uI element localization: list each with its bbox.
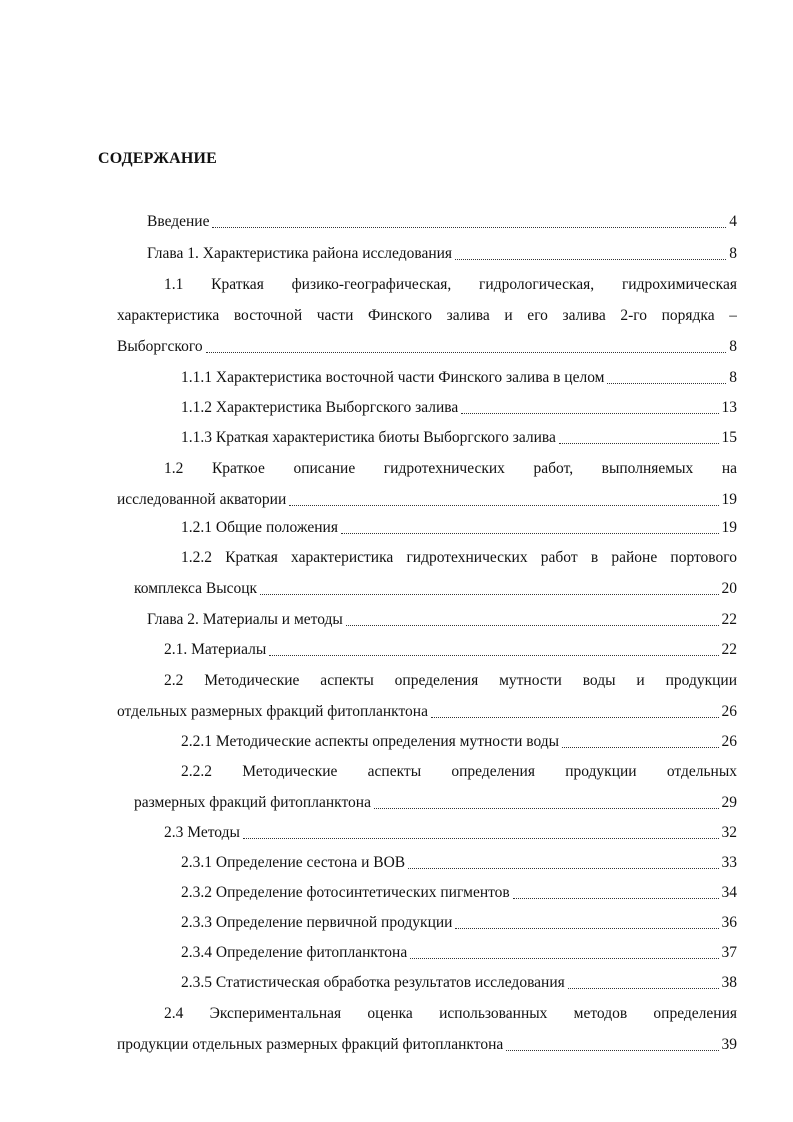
toc-page-number: 38 <box>721 974 737 991</box>
dot-leader <box>289 504 718 506</box>
toc-entry-text: 1.1.1 Характеристика восточной части Финского залива в целом <box>181 369 605 386</box>
dot-leader <box>461 412 718 414</box>
toc-entry-2-2-1[interactable] <box>181 732 737 752</box>
dot-leader <box>243 837 719 839</box>
toc-entry-text: 2.3.1 Определение сестона и ВОВ <box>181 854 406 871</box>
toc-entry-1-2-2-line-1[interactable]: 1.2.2 Краткая характеристика гидротехнических работ в районе портового <box>181 549 737 566</box>
dot-leader <box>206 351 727 353</box>
toc-entry-text: 2.3.2 Определение фотосинтетических пигментов <box>181 884 510 901</box>
toc-entry-1-1-line-1[interactable]: 1.1 Краткая физико-географическая, гидрологическая, гидрохимическая <box>164 276 737 293</box>
toc-page-number: 36 <box>721 914 737 931</box>
toc-page-number: 8 <box>729 245 737 262</box>
toc-entry-chapter-2[interactable] <box>147 610 737 630</box>
toc-entry-text: Глава 1. Характеристика района исследования <box>147 245 453 262</box>
dot-leader <box>346 624 719 626</box>
dot-leader <box>513 897 719 899</box>
toc-page-number: 8 <box>729 338 737 355</box>
dot-leader <box>607 382 726 384</box>
toc-entry-text: Глава 2. Материалы и методы <box>147 611 343 628</box>
toc-page-number: 37 <box>721 944 737 961</box>
toc-entry-text: 2.1. Материалы <box>164 641 267 658</box>
toc-entry-text: продукции отдельных размерных фракций фитопланктона <box>117 1036 504 1053</box>
toc-entry-2-1[interactable] <box>164 640 737 660</box>
toc-entry-text: 2.3.5 Статистическая обработка результатов исследования <box>181 974 565 991</box>
toc-entry-1-2-line-1[interactable]: 1.2 Краткое описание гидротехнических работ, выполняемых на <box>164 460 737 477</box>
toc-page-number: 22 <box>721 611 737 628</box>
toc-entry-2-2-line-1[interactable]: 2.2 Методические аспекты определения мутности воды и продукции <box>164 672 737 689</box>
toc-entry-text: размерных фракций фитопланктона <box>134 794 371 811</box>
toc-entry-1-1[interactable] <box>117 337 737 357</box>
toc-entry-1-2[interactable] <box>117 490 737 510</box>
dot-leader <box>559 442 719 444</box>
toc-page-number: 34 <box>721 884 737 901</box>
dot-leader <box>212 226 726 228</box>
toc-entry-2-3-1[interactable] <box>181 853 737 873</box>
toc-entry-text: 2.3 Методы <box>164 824 240 841</box>
toc-entry-text: 1.1.3 Краткая характеристика биоты Выборгского залива <box>181 429 556 446</box>
toc-entry-2-4[interactable] <box>117 1035 737 1055</box>
dot-leader <box>431 716 719 718</box>
page-title: СОДЕРЖАНИЕ <box>98 150 218 167</box>
toc-page-number: 32 <box>721 824 737 841</box>
toc-page-number: 39 <box>721 1036 737 1053</box>
dot-leader <box>562 746 718 748</box>
toc-entry-2-3[interactable] <box>164 823 737 843</box>
toc-entry-2-3-4[interactable] <box>181 943 737 963</box>
dot-leader <box>455 927 718 929</box>
toc-entry-2-2-2-line-1[interactable]: 2.2.2 Методические аспекты определения продукции отдельных <box>181 763 737 780</box>
toc-entry-1-1-2[interactable] <box>181 398 737 418</box>
dot-leader <box>506 1049 718 1051</box>
toc-page-number: 15 <box>721 429 737 446</box>
toc-entry-text: комплекса Высоцк <box>134 580 258 597</box>
dot-leader <box>455 258 726 260</box>
toc-entry-text: исследованной акватории <box>117 491 287 508</box>
dot-leader <box>374 807 719 809</box>
toc-entry-text: отдельных размерных фракций фитопланктона <box>117 703 428 720</box>
toc-entry-2-3-3[interactable] <box>181 913 737 933</box>
toc-entry-2-3-5[interactable] <box>181 973 737 993</box>
dot-leader <box>269 654 718 656</box>
toc-entry-text: 1.1.2 Характеристика Выборгского залива <box>181 399 459 416</box>
toc-entry-1-1-3[interactable] <box>181 428 737 448</box>
toc-page-number: 4 <box>729 213 737 230</box>
toc-entry-2-2[interactable] <box>117 702 737 722</box>
toc-entry-2-3-2[interactable] <box>181 883 737 903</box>
dot-leader <box>568 987 719 989</box>
toc-entry-intro[interactable] <box>147 212 737 232</box>
toc-page-number: 13 <box>721 399 737 416</box>
toc-entry-1-1-line-2[interactable]: характеристика восточной части Финского залива и его залива 2-го порядка – <box>117 307 737 324</box>
dot-leader <box>260 593 718 595</box>
toc-page-number: 26 <box>721 733 737 750</box>
toc-entry-text: 2.3.4 Определение фитопланктона <box>181 944 408 961</box>
toc-page-number: 19 <box>721 519 737 536</box>
toc-page-number: 29 <box>721 794 737 811</box>
toc-entry-text: 1.2.1 Общие положения <box>181 519 338 536</box>
toc-page-number: 33 <box>721 854 737 871</box>
toc-entry-text: Выборгского <box>117 338 203 355</box>
toc-page-number: 22 <box>721 641 737 658</box>
toc-entry-text: 2.2.1 Методические аспекты определения мутности воды <box>181 733 560 750</box>
toc-entry-1-2-1[interactable] <box>181 518 737 538</box>
toc-page-number: 20 <box>721 580 737 597</box>
toc-entry-2-2-2[interactable] <box>134 793 737 813</box>
dot-leader <box>341 532 719 534</box>
toc-entry-text: 2.3.3 Определение первичной продукции <box>181 914 453 931</box>
toc-entry-2-4-line-1[interactable]: 2.4 Экспериментальная оценка использованных методов определения <box>164 1005 737 1022</box>
toc-page-number: 19 <box>721 491 737 508</box>
toc-entry-1-1-1[interactable] <box>181 368 737 388</box>
toc-entry-chapter-1[interactable] <box>147 244 737 264</box>
toc-entry-text: Введение <box>147 213 210 230</box>
dot-leader <box>410 957 718 959</box>
toc-page-number: 26 <box>721 703 737 720</box>
toc-entry-1-2-2[interactable] <box>134 579 737 599</box>
toc-page-number: 8 <box>729 369 737 386</box>
dot-leader <box>408 867 718 869</box>
